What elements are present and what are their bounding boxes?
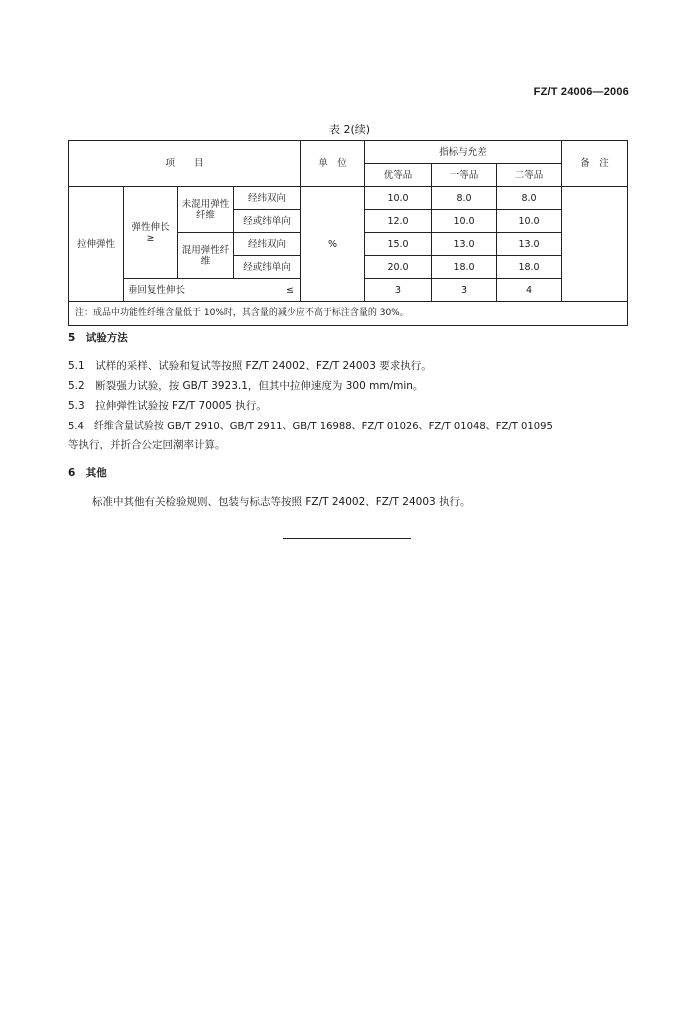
value-cell: 10.0 [497,210,562,233]
group-unblended: 未混用弹性纤维 [178,187,234,233]
value-cell: 10.0 [365,187,432,210]
section-6-title: 6 其他 [68,467,107,479]
value-cell: 12.0 [365,210,432,233]
subcategory-cell [124,187,178,279]
value-cell: 18.0 [432,256,497,279]
value-cell: 18.0 [497,256,562,279]
item-number: 5.1 [68,360,85,372]
table-caption: 表 2(续) [328,123,371,136]
spec-table [68,140,628,326]
subcategory-label: 弹性伸长 [131,221,170,233]
subcategory-ge: ≥ [146,232,155,244]
header-unit: 单 位 [301,141,365,187]
header-index: 指标与允差 [365,141,562,164]
direction-cell: 经或纬单向 [234,256,301,279]
value-cell: 3 [432,279,497,302]
category-cell: 拉伸弹性 [69,187,124,302]
item-number: 5.4 [68,421,84,432]
section-5-item [68,417,648,436]
recovery-le: ≤ [286,284,295,296]
value-cell: 13.0 [497,233,562,256]
header-remark: 备 注 [562,141,628,187]
direction-cell: 经或纬单向 [234,210,301,233]
recovery-row-label [124,279,301,302]
direction-cell: 经纬双向 [234,187,301,210]
section-5-item-continuation: 等执行，并折合公定回潮率计算。 [68,439,226,451]
item-text: 试样的采样、试验和复试等按照 FZ/T 24002、FZ/T 24003 要求执行。 [95,360,432,372]
section-6-body: 标准中其他有关检验规则、包装与标志等按照 FZ/T 24002、FZ/T 24003 执行。 [92,496,471,508]
header-grade-second: 二等品 [497,164,562,187]
end-rule [283,538,411,539]
value-cell: 10.0 [432,210,497,233]
value-cell: 8.0 [497,187,562,210]
item-number: 5.2 [68,380,85,392]
value-cell: 3 [365,279,432,302]
remark-cell [562,187,628,302]
recovery-label: 垂回复性伸长 [128,284,186,296]
section-5-title: 5 试验方法 [68,332,128,344]
value-cell: 8.0 [432,187,497,210]
section-5-item [68,377,648,396]
group-blended: 混用弹性纤维 [178,233,234,279]
value-cell: 20.0 [365,256,432,279]
value-cell: 15.0 [365,233,432,256]
item-text: 拉伸弹性试验按 FZ/T 70005 执行。 [95,400,267,412]
section-5-item [68,397,648,416]
item-number: 5.3 [68,400,85,412]
section-5-item [68,357,648,376]
header-item: 项 目 [69,141,301,187]
item-text: 纤维含量试验按 GB/T 2910、GB/T 2911、GB/T 16988、FZ/T 01026、FZ/T 01048、FZ/T 01095 [93,421,553,432]
header-grade-first: 一等品 [432,164,497,187]
value-cell: 4 [497,279,562,302]
standard-code: FZ/T 24006—2006 [533,86,629,98]
header-grade-premium: 优等品 [365,164,432,187]
value-cell: 13.0 [432,233,497,256]
direction-cell: 经纬双向 [234,233,301,256]
unit-cell: % [301,187,365,302]
item-text: 断裂强力试验，按 GB/T 3923.1，但其中拉伸速度为 300 mm/min。 [95,380,424,392]
table-note: 注：成品中功能性纤维含量低于 10%时，其含量的减少应不高于标注含量的 30%。 [69,302,628,326]
